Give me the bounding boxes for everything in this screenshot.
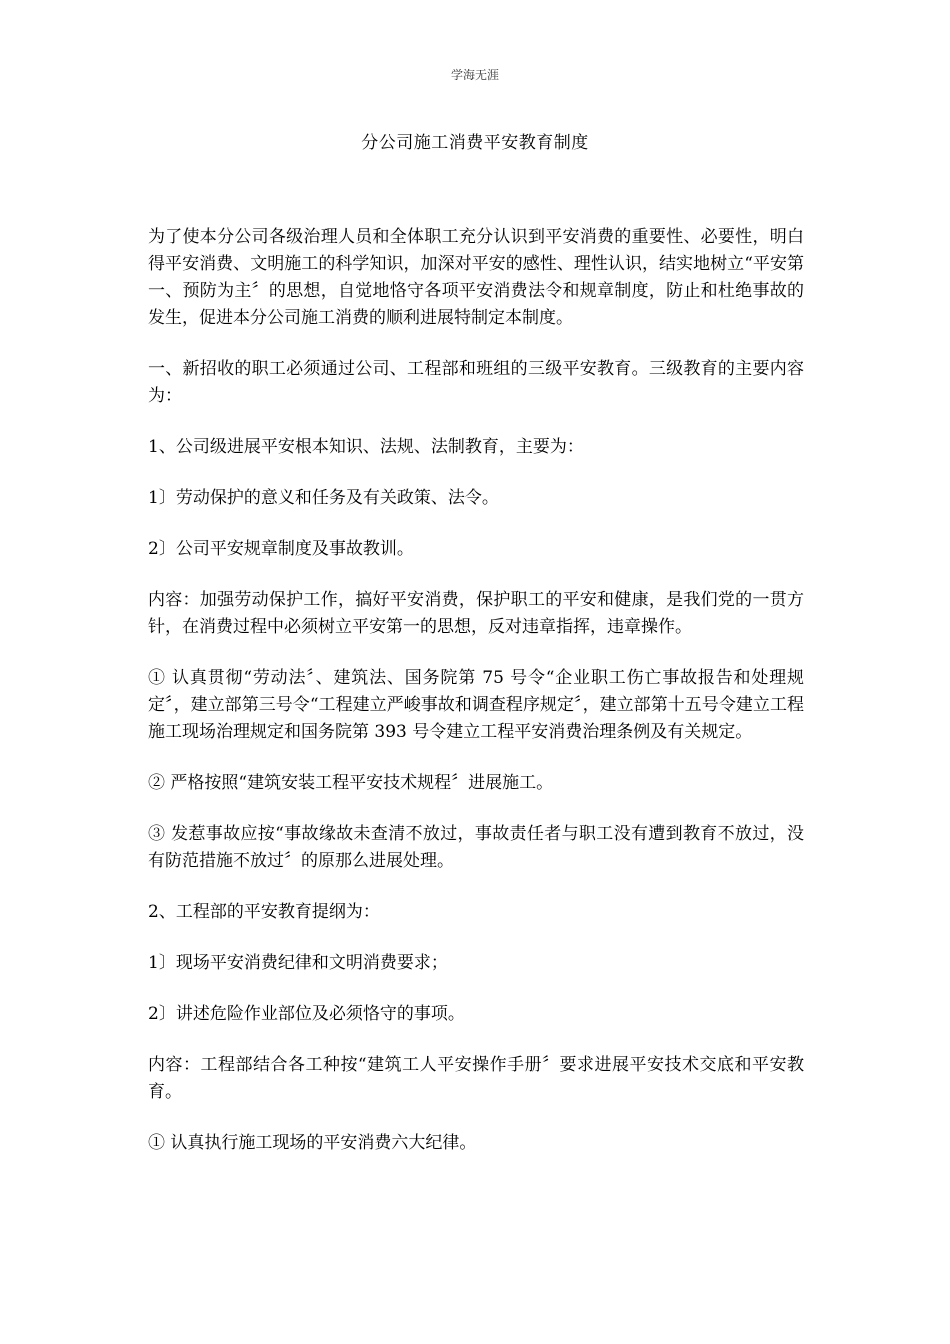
list-item: 1〕现场平安消费纪律和文明消费要求； <box>148 953 448 973</box>
subsection-2-heading: 2、工程部的平安教育提纲为： <box>148 902 380 922</box>
intro-paragraph: 为了使本分公司各级治理人员和全体职工充分认识到平安消费的重要性、必要性，明白得平安消费、文明施工的科学知识，加深对平安的感性、理性认识，结实地树立“平安第一、预防为主〞的思想，自觉地恪守各项平安消费法令和规章制度，防止和杜绝事故的发生，促进本分公司施工消费的顺利进展特制定本制度。 <box>148 227 804 328</box>
page-header: 学海无涯 <box>450 68 499 82</box>
numbered-item: ③ 发惹事故应按“事故缘故未查清不放过，事故责任者与职工没有遭到教育不放过，没有防范措施不放过〞的原那么进展处理。 <box>148 824 804 871</box>
numbered-item: ① 认真贯彻“劳动法〞、建筑法、国务院第 75 号令“企业职工伤亡事故报告和处理规定〞，建立部第三号令“工程建立严峻事故和调查程序规定〞，建立部第十五号令建立工程施工现场治理规定和国务院第 393 号令建立工程平安消费治理条例及有关规定。 <box>148 668 804 742</box>
numbered-item: ① 认真执行施工现场的平安消费六大纪律。 <box>148 1133 477 1153</box>
document-body <box>148 224 804 1181</box>
numbered-item: ② 严格按照“建筑安装工程平安技术规程〞进展施工。 <box>148 773 554 793</box>
content-paragraph: 内容：加强劳动保护工作，搞好平安消费，保护职工的平安和健康，是我们党的一贯方针，在消费过程中必须树立平安第一的思想，反对违章指挥，违章操作。 <box>148 590 804 637</box>
content-paragraph: 内容：工程部结合各工种按“建筑工人平安操作手册〞要求进展平安技术交底和平安教育。 <box>148 1055 804 1102</box>
list-item: 1〕劳动保护的意义和任务及有关政策、法令。 <box>148 488 499 508</box>
document-title: 分公司施工消费平安教育制度 <box>361 133 589 153</box>
list-item: 2〕公司平安规章制度及事故教训。 <box>148 539 414 559</box>
subsection-1-heading: 1、公司级进展平安根本知识、法规、法制教育，主要为： <box>148 437 584 457</box>
list-item: 2〕讲述危险作业部位及必须恪守的事项。 <box>148 1004 465 1024</box>
section-1-heading: 一、新招收的职工必须通过公司、工程部和班组的三级平安教育。三级教育的主要内容为： <box>148 359 804 406</box>
